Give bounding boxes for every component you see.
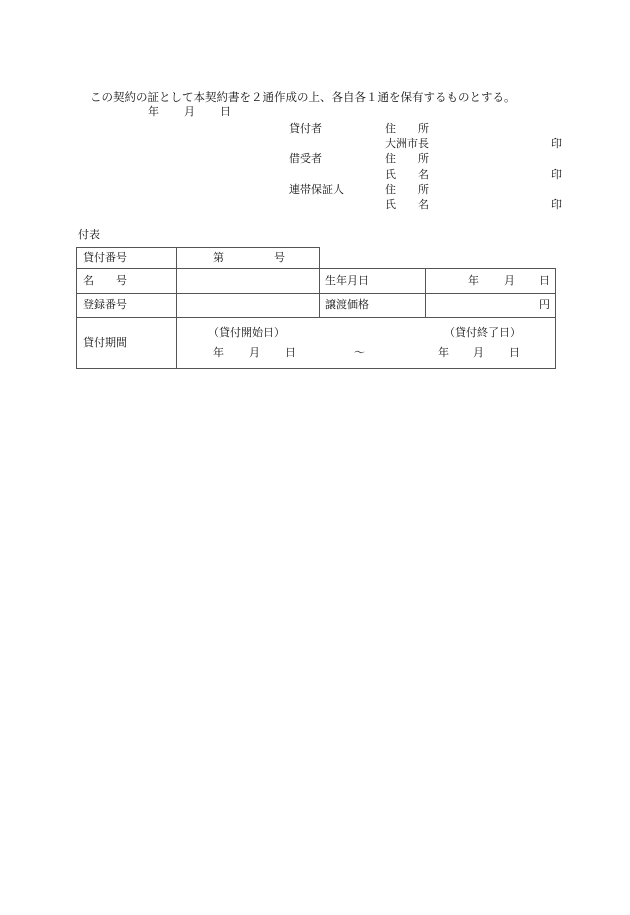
party-role-borrower: 借受者 [289,152,322,165]
birth-month: 月 [504,274,515,287]
loan-start-label: （貸付開始日） [208,326,285,339]
party-field-guarantor-name: 氏 名 [385,198,429,211]
end-year: 年 [438,346,449,359]
birth-date-label: 生年月日 [325,274,369,287]
name-label: 名 号 [83,274,127,287]
party-field-lender-name: 大洲市長 [385,137,429,150]
seal-mark-lender: 印 [551,137,562,150]
start-year: 年 [213,346,224,359]
loan-number-label: 貸付番号 [83,251,127,264]
registration-number-label: 登録番号 [83,298,127,311]
transfer-price-label: 譲渡価格 [325,298,369,311]
party-field-borrower-name: 氏 名 [385,168,429,181]
loan-end-label: （貸付終了日） [444,326,521,339]
birth-day: 日 [539,274,550,287]
date-month: 月 [184,105,195,118]
transfer-price-unit: 円 [539,298,550,311]
table-col-divider [176,247,177,369]
contract-statement: この契約の証として本契約書を２通作成の上、各自各１通を保有するものとする。 [90,90,516,104]
party-role-guarantor: 連帯保証人 [289,183,344,196]
date-year: 年 [148,105,159,118]
period-tilde: ～ [354,346,365,359]
appendix-title: 付表 [78,228,100,241]
table-border-right [555,268,556,369]
party-role-lender: 貸付者 [289,122,322,135]
loan-number-prefix: 第 [213,251,224,264]
start-day: 日 [285,346,296,359]
start-month: 月 [249,346,260,359]
table-border-left [76,247,77,369]
party-field-guarantor-address: 住 所 [385,183,429,196]
table-row-divider [76,317,556,318]
party-field-lender-address: 住 所 [385,122,429,135]
birth-year: 年 [468,274,479,287]
appendix-table [76,247,556,369]
loan-period-label: 貸付期間 [83,336,127,349]
table-border-bottom [76,368,556,369]
end-month: 月 [473,346,484,359]
party-field-borrower-address: 住 所 [385,152,429,165]
table-col-divider [425,268,426,318]
table-border-top [76,247,319,248]
end-day: 日 [509,346,520,359]
loan-number-suffix: 号 [274,251,285,264]
seal-mark-guarantor: 印 [551,198,562,211]
table-row-divider [76,268,556,269]
date-day: 日 [220,105,231,118]
table-col-divider [319,247,320,318]
table-row-divider [76,293,556,294]
seal-mark-borrower: 印 [551,168,562,181]
